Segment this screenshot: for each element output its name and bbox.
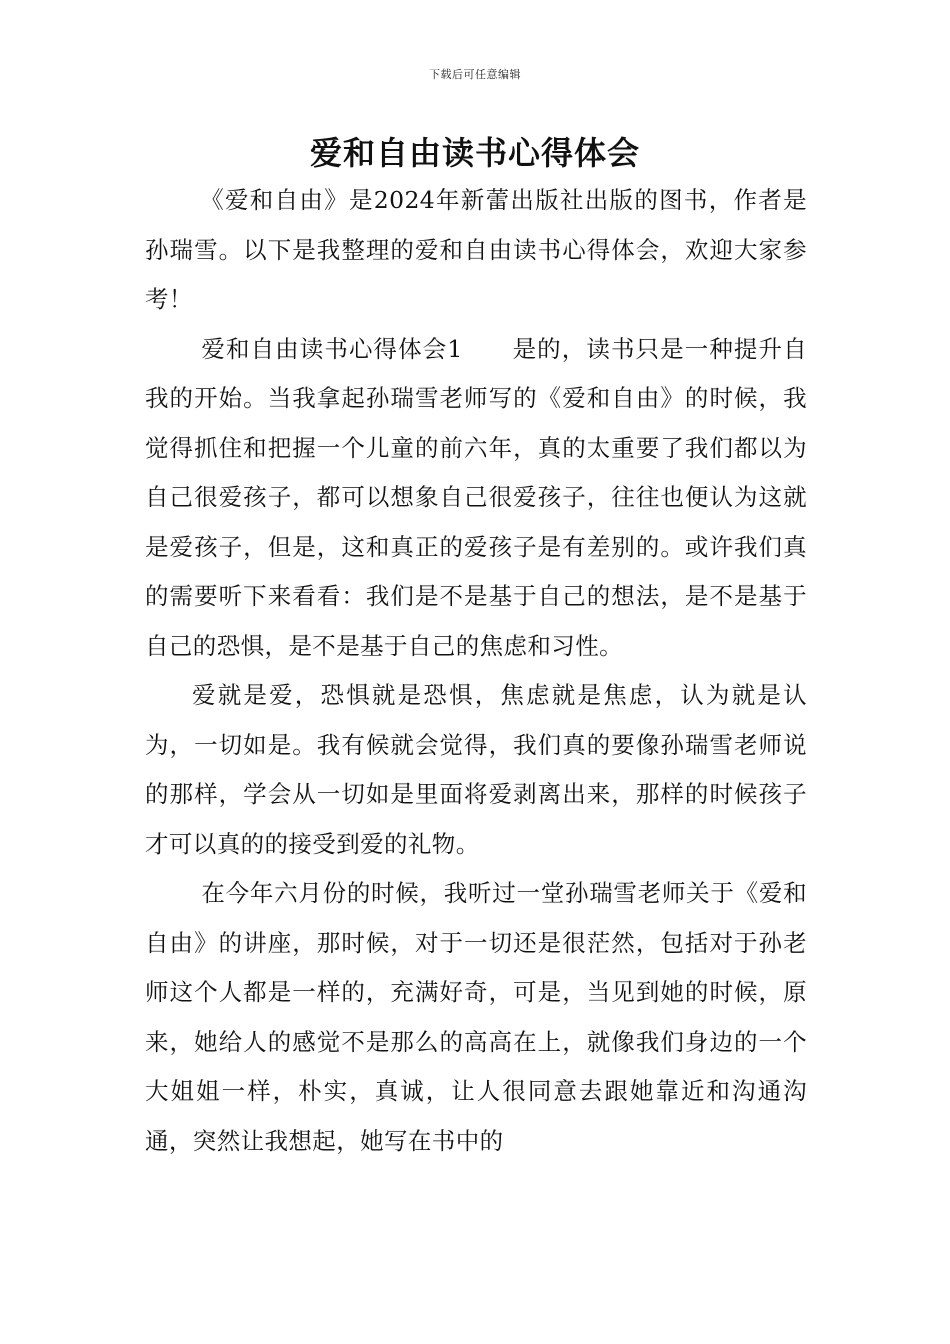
paragraph-3: 在今年六月份的时候，我听过一堂孙瑞雪老师关于《爱和自由》的讲座，那时候，对于一切还是很茫然，包括对于孙老师这个人都是一样的，充满好奇，可是，当见到她的时候，原来，她给人的感觉不是那么的高高在上，就像我们身边的一个大姐姐一样，朴实，真诚，让人很同意去跟她靠近和沟通沟通，突然让我想起，她写在书中的 [145,879,807,1155]
document-title: 爱和自由读书心得体会 [309,134,640,172]
header-note: 下载后可任意编辑 [429,68,521,81]
document-body [145,176,807,1166]
paragraph-intro: 《爱和自由》是2024年新蕾出版社出版的图书，作者是孙瑞雪。以下是我整理的爱和自由读书心得体会，欢迎大家参考！ [145,186,807,313]
paragraph-2: 爱就是爱，恐惧就是恐惧，焦虑就是焦虑，认为就是认为，一切如是。我有候就会觉得，我们真的要像孙瑞雪老师说的那样，学会从一切如是里面将爱剥离出来，那样的时候孩子才可以真的的接受到爱的礼物。 [145,681,807,858]
paragraph-1: 爱和自由读书心得体会1 是的，读书只是一种提升自我的开始。当我拿起孙瑞雪老师写的《爱和自由》的时候，我觉得抓住和把握一个儿童的前六年，真的太重要了我们都以为自己很爱孩子，都可以想象自己很爱孩子，往往也便认为这就是爱孩子，但是，这和真正的爱孩子是有差别的。或许我们真的需要听下来看看：我们是不是基于自己的想法，是不是基于自己的恐惧，是不是基于自己的焦虑和习性。 [145,334,807,660]
